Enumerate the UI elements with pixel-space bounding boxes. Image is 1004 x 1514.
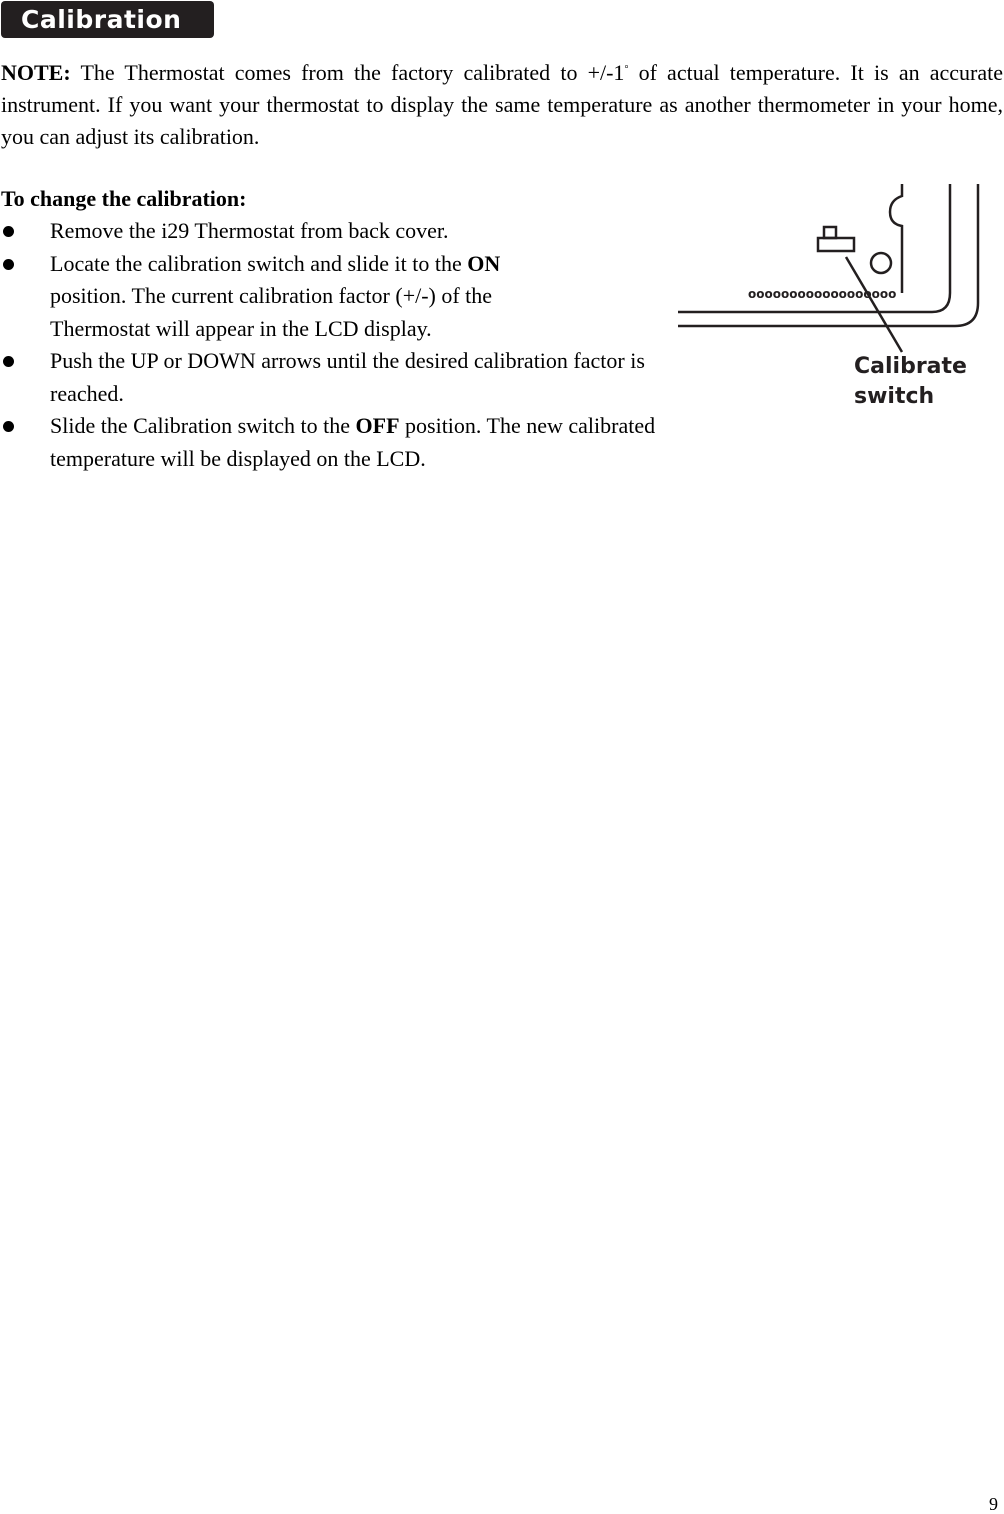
list-item <box>0 345 645 410</box>
step-text: Remove the i29 Thermostat from back cover. <box>50 218 449 243</box>
housing-outer-edge <box>678 184 978 326</box>
label-line: Calibrate <box>854 354 967 379</box>
switch-knob <box>824 227 836 238</box>
step-text: Locate the calibration switch and slide it to the <box>50 250 468 276</box>
step-text: position. The new calibrated temperature will be displayed on the LCD. <box>50 413 656 471</box>
section-title-badge: Calibration <box>1 1 214 38</box>
list-item <box>0 248 565 346</box>
steps-list <box>0 215 750 475</box>
step-text: position. The current calibration factor (+/-) of the Thermostat will appear in the LCD display. <box>50 283 493 341</box>
step-text: Slide the Calibration switch to the <box>50 413 356 438</box>
step-text: Push the UP or DOWN arrows until the desired calibration factor is reached. <box>50 348 645 406</box>
housing-corner-notch <box>890 184 902 293</box>
mounting-hole <box>871 253 891 273</box>
note-paragraph <box>1 54 1003 153</box>
step-keyword: OFF <box>355 413 400 438</box>
note-text-end: of actual temperature. It is an accurate instrument. If you want your thermostat to display the same temperature as another thermometer in your home, you can adjust its calibration. <box>1 60 1004 149</box>
note-text-start: The Thermostat comes from the factory calibrated to +/-1 <box>70 60 625 85</box>
degree-symbol: ° <box>624 64 629 75</box>
calibrate-switch-label <box>854 352 967 412</box>
section-heading: To change the calibration: <box>1 186 247 211</box>
list-item <box>0 215 565 248</box>
label-line: switch <box>854 384 935 409</box>
contact-dots: oooooooooooooooooo <box>748 287 897 301</box>
step-keyword: ON <box>467 250 501 276</box>
list-item <box>0 410 750 475</box>
page-number: 9 <box>989 1494 998 1514</box>
switch-body <box>818 238 854 251</box>
note-label: NOTE: <box>1 60 71 85</box>
